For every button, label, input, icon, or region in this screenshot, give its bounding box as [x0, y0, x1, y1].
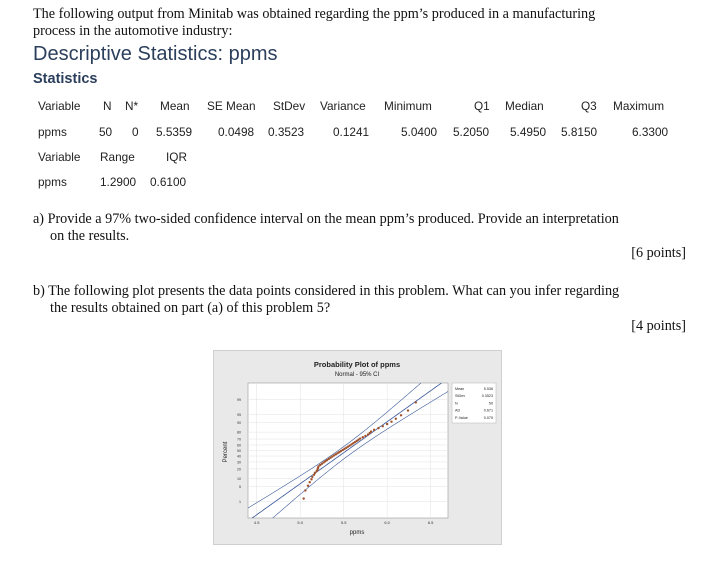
header-se-mean: SE Mean [207, 99, 256, 113]
plot-title: Probability Plot of ppms [313, 360, 401, 369]
x-tick-label: 6.0 [384, 520, 390, 525]
cell-variance: 0.1241 [333, 125, 370, 139]
cell-q3: 5.8150 [561, 125, 598, 139]
y-tick-label: 60 [237, 443, 241, 448]
question-b-line-2: the results obtained on part (a) of this problem 5? [50, 300, 331, 316]
data-point [382, 425, 384, 427]
stats-value: 0.671 [483, 408, 493, 413]
plot-area [232, 383, 466, 525]
header-mean: Mean [160, 99, 190, 113]
minitab-subtitle: Statistics [33, 71, 98, 87]
question-a-line-2: on the results. [50, 228, 130, 244]
header-minimum: Minimum [384, 99, 432, 113]
y-tick-label: 70 [237, 437, 241, 442]
cell-iqr: 0.6100 [150, 175, 187, 189]
stats-value: 0.3523 [481, 394, 493, 399]
y-tick-label: 99 [237, 398, 241, 403]
cell-variable-2: ppms [38, 175, 67, 189]
stats-label: AD [455, 408, 461, 413]
y-tick-label: 80 [237, 430, 241, 435]
header-n: N [103, 99, 112, 113]
data-point [309, 481, 311, 483]
y-tick-label: 10 [237, 476, 241, 481]
question-b-line-1: b) The following plot presents the data points considered in this problem. What can you infer regarding [33, 283, 620, 299]
y-tick-label: 40 [237, 454, 241, 459]
y-tick-label: 95 [237, 413, 241, 418]
data-point [359, 437, 361, 439]
header-variable-2: Variable [38, 150, 81, 164]
data-point [302, 497, 304, 499]
data-point [407, 409, 409, 411]
plot-xlabel: ppms [349, 530, 365, 536]
cell-se-mean: 0.0498 [218, 125, 255, 139]
data-point [310, 478, 312, 480]
cell-mean: 5.5359 [156, 125, 193, 139]
header-q3: Q3 [581, 99, 597, 113]
question-b [33, 283, 619, 317]
stats-label: N [455, 401, 458, 406]
data-point [304, 489, 306, 491]
question-a-points: [6 points] [631, 245, 686, 261]
cell-stdev: 0.3523 [268, 125, 305, 139]
y-tick-label: 1 [239, 499, 241, 504]
stats-label: P-Value [455, 415, 468, 420]
data-point [307, 484, 309, 486]
x-tick-label: 5.5 [340, 520, 347, 525]
question-b-points: [4 points] [631, 318, 686, 334]
data-point [400, 414, 402, 416]
cell-n-star: 0 [132, 125, 139, 139]
question-a-line-1: a) Provide a 97% two-sided confidence interval on the mean ppm’s produced. Provide an interpretation [33, 211, 619, 227]
plot-subtitle: Normal - 95% CI [334, 372, 380, 378]
y-tick-label: 30 [237, 460, 241, 465]
x-tick-label: 5.0 [297, 520, 303, 525]
cell-maximum: 6.3300 [632, 125, 669, 139]
data-point [386, 423, 388, 425]
cell-range: 1.2900 [100, 175, 137, 189]
cell-q1: 5.2050 [453, 125, 490, 139]
header-median: Median [505, 99, 544, 113]
header-variance: Variance [320, 99, 366, 113]
data-point [395, 418, 397, 420]
plot-stats-box [452, 383, 496, 423]
header-stdev: StDev [273, 99, 306, 113]
stats-value: 5.536 [483, 387, 493, 391]
stats-label: StDev [455, 394, 466, 399]
plot-ylabel: Percent [223, 441, 229, 463]
intro-line-1: The following output from Minitab was obtained regarding the ppm’s produced in a manufacturing [33, 6, 596, 22]
cell-median: 5.4950 [510, 125, 547, 139]
data-point [311, 476, 313, 478]
minitab-title: Descriptive Statistics: ppms [33, 43, 278, 65]
y-tick-label: 20 [237, 467, 241, 472]
header-iqr: IQR [166, 150, 187, 164]
intro-text [33, 6, 595, 40]
header-maximum: Maximum [613, 99, 665, 113]
probability-plot-svg [214, 351, 501, 544]
stats-value: 50 [488, 401, 493, 406]
data-point [364, 435, 366, 437]
question-a [33, 211, 619, 245]
header-range: Range [100, 150, 135, 164]
y-tick-label: 5 [239, 484, 241, 489]
data-point [390, 420, 392, 422]
y-tick-label: 90 [237, 421, 241, 426]
data-point [377, 427, 379, 429]
header-n-star: N* [125, 99, 139, 113]
stats-value: 0.075 [483, 415, 493, 420]
data-point [314, 472, 316, 474]
data-point [362, 436, 364, 438]
header-q1: Q1 [474, 99, 490, 113]
x-tick-label: 6.5 [427, 520, 434, 525]
probability-plot [213, 350, 502, 545]
y-tick-label: 50 [237, 449, 241, 453]
x-tick-label: 4.5 [253, 520, 260, 525]
cell-minimum: 5.0400 [401, 125, 438, 139]
data-point [373, 429, 375, 431]
cell-n: 50 [99, 125, 113, 139]
header-variable: Variable [38, 99, 81, 113]
intro-line-2: process in the automotive industry: [33, 23, 233, 39]
cell-variable: ppms [38, 125, 67, 139]
data-point [370, 430, 372, 432]
stats-label: Mean [455, 387, 465, 391]
data-point [415, 401, 417, 403]
